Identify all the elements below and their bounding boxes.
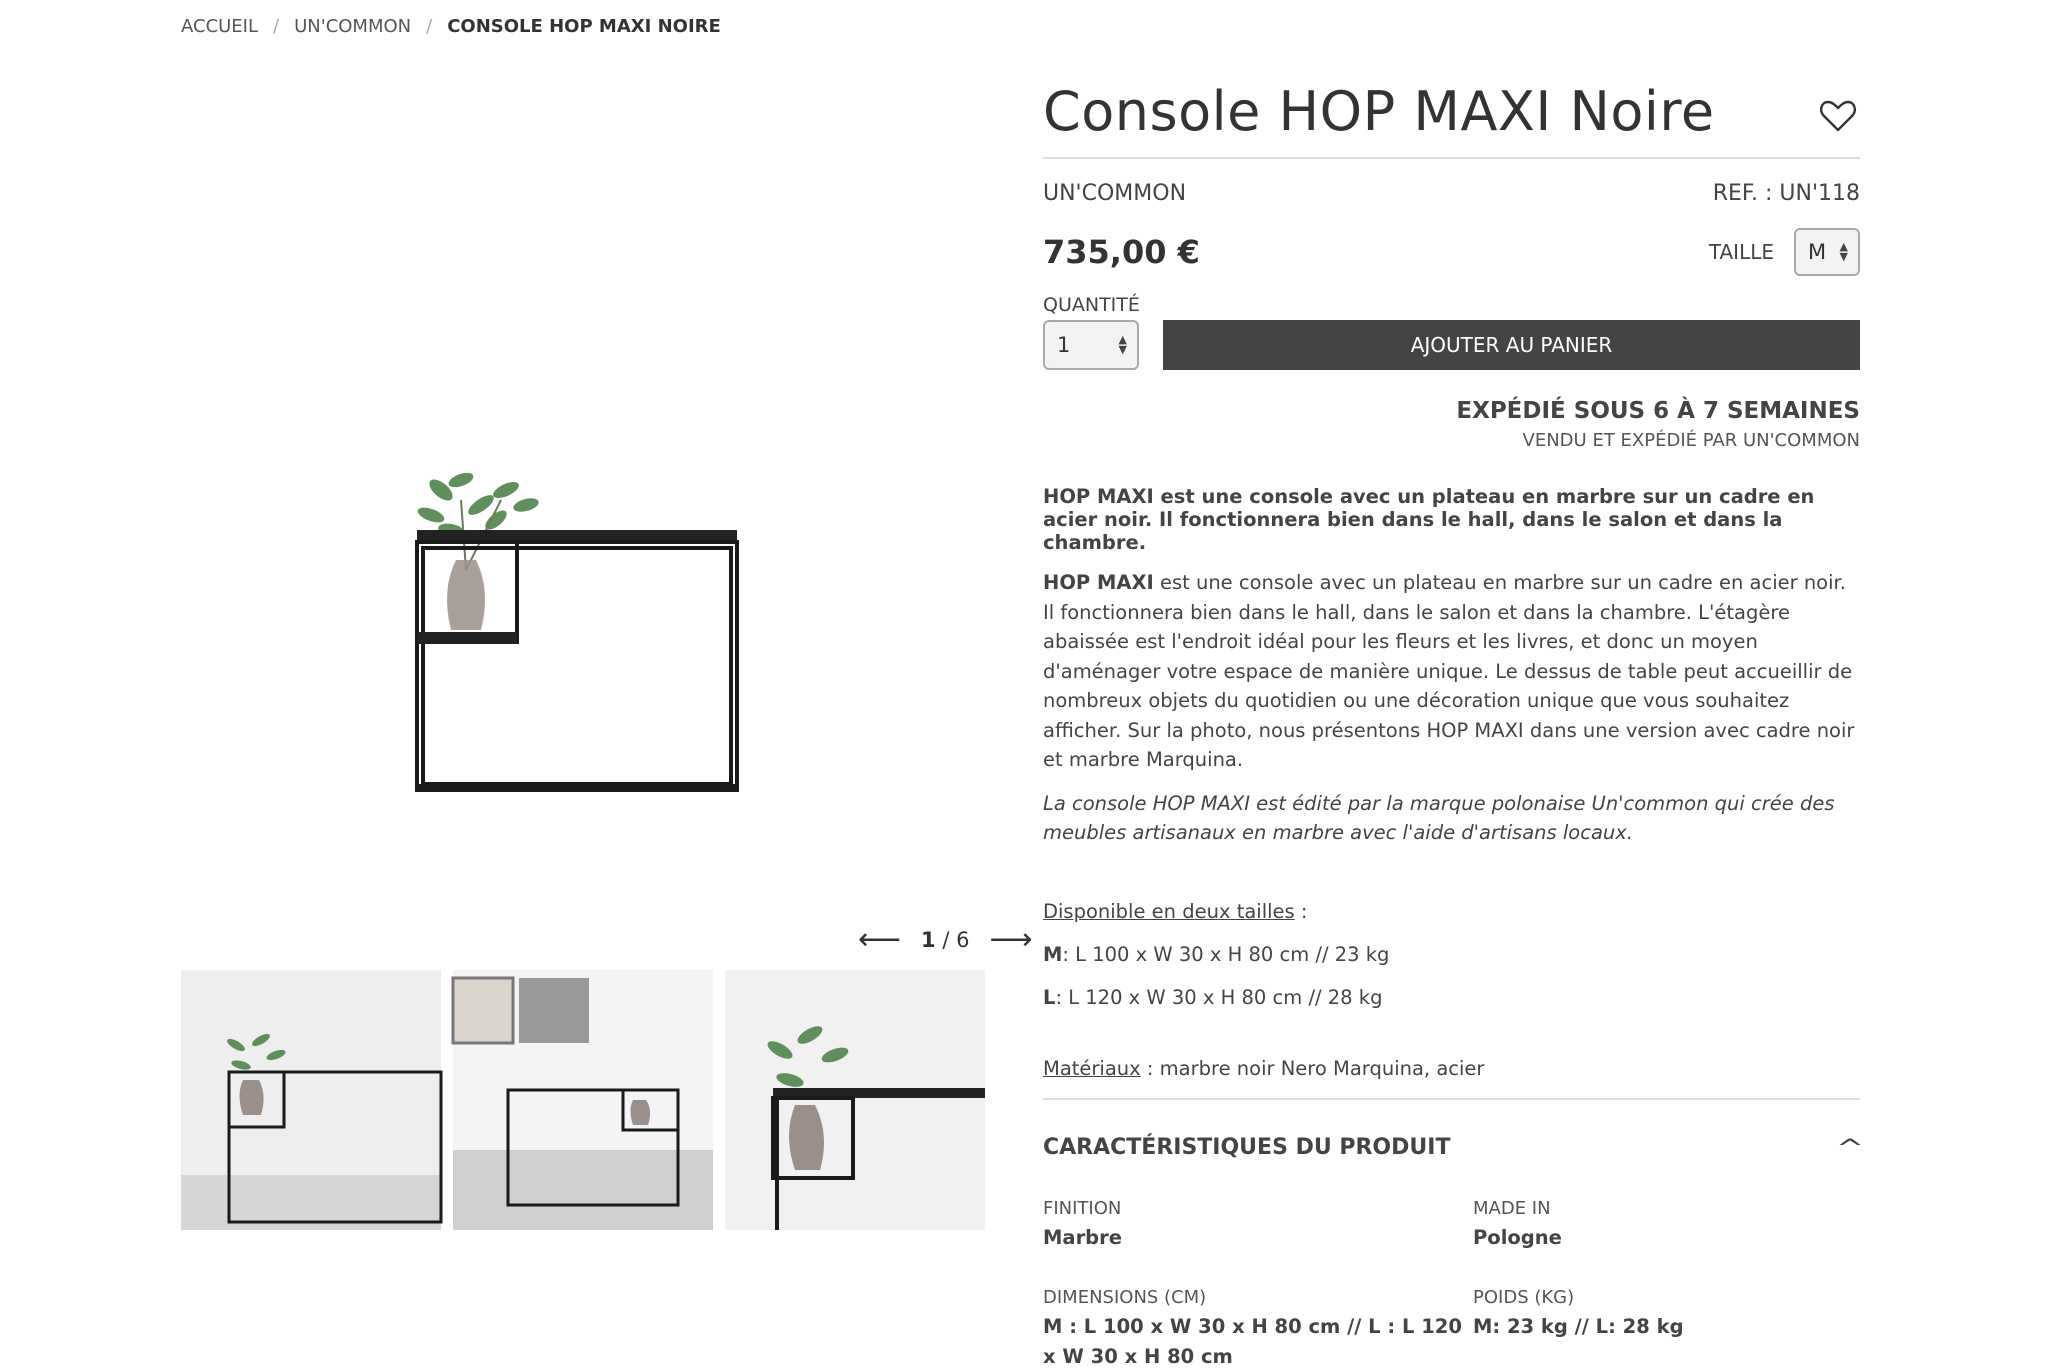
- sizes-intro: Disponible en deux tailles: [1043, 899, 1295, 923]
- title-row: [1043, 80, 1860, 159]
- specs-heading: CARACTÉRISTIQUES DU PRODUIT: [1043, 1135, 1451, 1160]
- description-italic: [1043, 789, 1860, 848]
- size-l-value: : L 120 x W 30 x H 80 cm // 28 kg: [1055, 985, 1383, 1009]
- thumbnail-2-illustration: [453, 970, 713, 1230]
- specs-grid: [1043, 1198, 1860, 1372]
- spinner-icon: ▲ ▼: [1839, 240, 1848, 263]
- product-price: 735,00 €: [1043, 233, 1200, 271]
- size-selector-wrap: [1709, 228, 1860, 276]
- spec-finition: [1043, 1198, 1473, 1253]
- size-l-key: L: [1043, 985, 1056, 1009]
- next-arrow-icon[interactable]: ⟶: [989, 922, 1033, 957]
- spec-key: POIDS (KG): [1473, 1286, 1575, 1308]
- breadcrumb-brand[interactable]: UN'COMMON: [294, 16, 412, 37]
- shipping-time: EXPÉDIÉ SOUS 6 À 7 SEMAINES: [1456, 398, 1860, 424]
- description-body: [1043, 568, 1860, 775]
- heart-icon[interactable]: [1818, 96, 1858, 136]
- gallery-counter: [921, 928, 969, 952]
- quantity-value: 1: [1057, 333, 1071, 357]
- available-sizes: [1043, 900, 1860, 1009]
- sold-by: VENDU ET EXPÉDIÉ PAR UN'COMMON: [1522, 430, 1860, 451]
- gallery-pager: [858, 922, 1033, 957]
- breadcrumb-current: CONSOLE HOP MAXI NOIRE: [447, 16, 721, 37]
- size-m-value: : L 100 x W 30 x H 80 cm // 23 kg: [1062, 942, 1390, 966]
- thumbnail-1-illustration: [181, 970, 441, 1230]
- chevron-up-icon[interactable]: ^: [1835, 1133, 1865, 1162]
- thumbnail-1[interactable]: [181, 970, 441, 1230]
- breadcrumb-separator: /: [273, 16, 280, 37]
- description-lead: HOP MAXI est une console avec un plateau en marbre sur un cadre en acier noir. Il fonctionnera bien dans le hall, dans le salon et dans la chambre.: [1043, 485, 1815, 554]
- spec-key: DIMENSIONS (CM): [1043, 1286, 1207, 1308]
- main-product-image[interactable]: [181, 90, 1001, 920]
- materials-line: [1043, 1057, 1860, 1100]
- cart-row: [1043, 320, 1860, 370]
- product-details: [1043, 80, 1865, 1372]
- product-brand[interactable]: UN'COMMON: [1043, 181, 1187, 206]
- size-m-line: [1043, 943, 1860, 966]
- shipping-info: [1043, 398, 1860, 451]
- breadcrumb-separator: /: [426, 16, 433, 37]
- thumbnail-3[interactable]: [725, 970, 985, 1230]
- spec-value: M : L 100 x W 30 x H 80 cm // L : L 120 x W 30 x H 80 cm: [1043, 1314, 1462, 1368]
- materials-label: Matériaux: [1043, 1056, 1141, 1080]
- sizes-intro-suffix: :: [1294, 899, 1308, 923]
- materials-value: : marbre noir Nero Marquina, acier: [1140, 1056, 1485, 1080]
- spec-weight: [1473, 1287, 1853, 1372]
- size-l-line: [1043, 986, 1860, 1009]
- add-to-cart-button[interactable]: AJOUTER AU PANIER: [1163, 320, 1860, 370]
- spec-value: Marbre: [1043, 1225, 1122, 1249]
- description-body-rest: est une console avec un plateau en marbre sur un cadre en acier noir. Il fonctionnera bien dans le hall, dans le salon et dans la chambre. L'étagère abaissée est l'endroit idéal pour les fleurs et les livres, et donc un moyen d'aménager votre espace de manière unique. Le dessus de table peut accueillir de nombreux objets du quotidien ou une décoration unique que vous souhaitez afficher. Sur la photo, nous présentons HOP MAXI dans une version avec cadre noir et marbre Marquina.: [1043, 571, 1855, 771]
- thumbnail-strip: [181, 970, 985, 1230]
- spec-key: MADE IN: [1473, 1197, 1551, 1219]
- sizes-intro-line: [1043, 900, 1860, 923]
- gallery-total: / 6: [942, 928, 970, 952]
- spinner-icon: ▲ ▼: [1118, 333, 1127, 356]
- specs-accordion-header[interactable]: [1043, 1133, 1865, 1162]
- spec-dimensions: [1043, 1287, 1473, 1372]
- product-ref: REF. : UN'118: [1712, 181, 1860, 206]
- description-body-strong: HOP MAXI: [1043, 571, 1154, 594]
- size-m-key: M: [1043, 942, 1063, 966]
- spec-made-in: [1473, 1198, 1853, 1253]
- quantity-select[interactable]: [1043, 320, 1139, 370]
- quantity-label: QUANTITÉ: [1043, 294, 1140, 316]
- thumbnail-2[interactable]: [453, 970, 713, 1230]
- brand-row: [1043, 181, 1860, 206]
- breadcrumb: [181, 16, 721, 37]
- description-italic-text: La console HOP MAXI est édité par la marque polonaise Un'common qui crée des meubles artisanaux en marbre avec l'aide d'artisans locaux.: [1043, 791, 1835, 844]
- size-label: TAILLE: [1708, 240, 1774, 264]
- gallery-current: 1: [921, 928, 936, 952]
- product-description: [1043, 485, 1860, 848]
- spec-key: FINITION: [1043, 1197, 1122, 1219]
- prev-arrow-icon[interactable]: ⟵: [858, 922, 902, 957]
- size-value: M: [1808, 240, 1827, 264]
- console-illustration: [371, 460, 771, 890]
- breadcrumb-home[interactable]: ACCUEIL: [181, 16, 259, 37]
- thumbnail-3-illustration: [725, 970, 985, 1230]
- product-title: Console HOP MAXI Noire: [1043, 80, 1715, 143]
- price-row: [1043, 228, 1860, 276]
- size-select[interactable]: [1794, 228, 1860, 276]
- spec-value: M: 23 kg // L: 28 kg: [1473, 1314, 1684, 1338]
- spec-value: Pologne: [1473, 1225, 1562, 1249]
